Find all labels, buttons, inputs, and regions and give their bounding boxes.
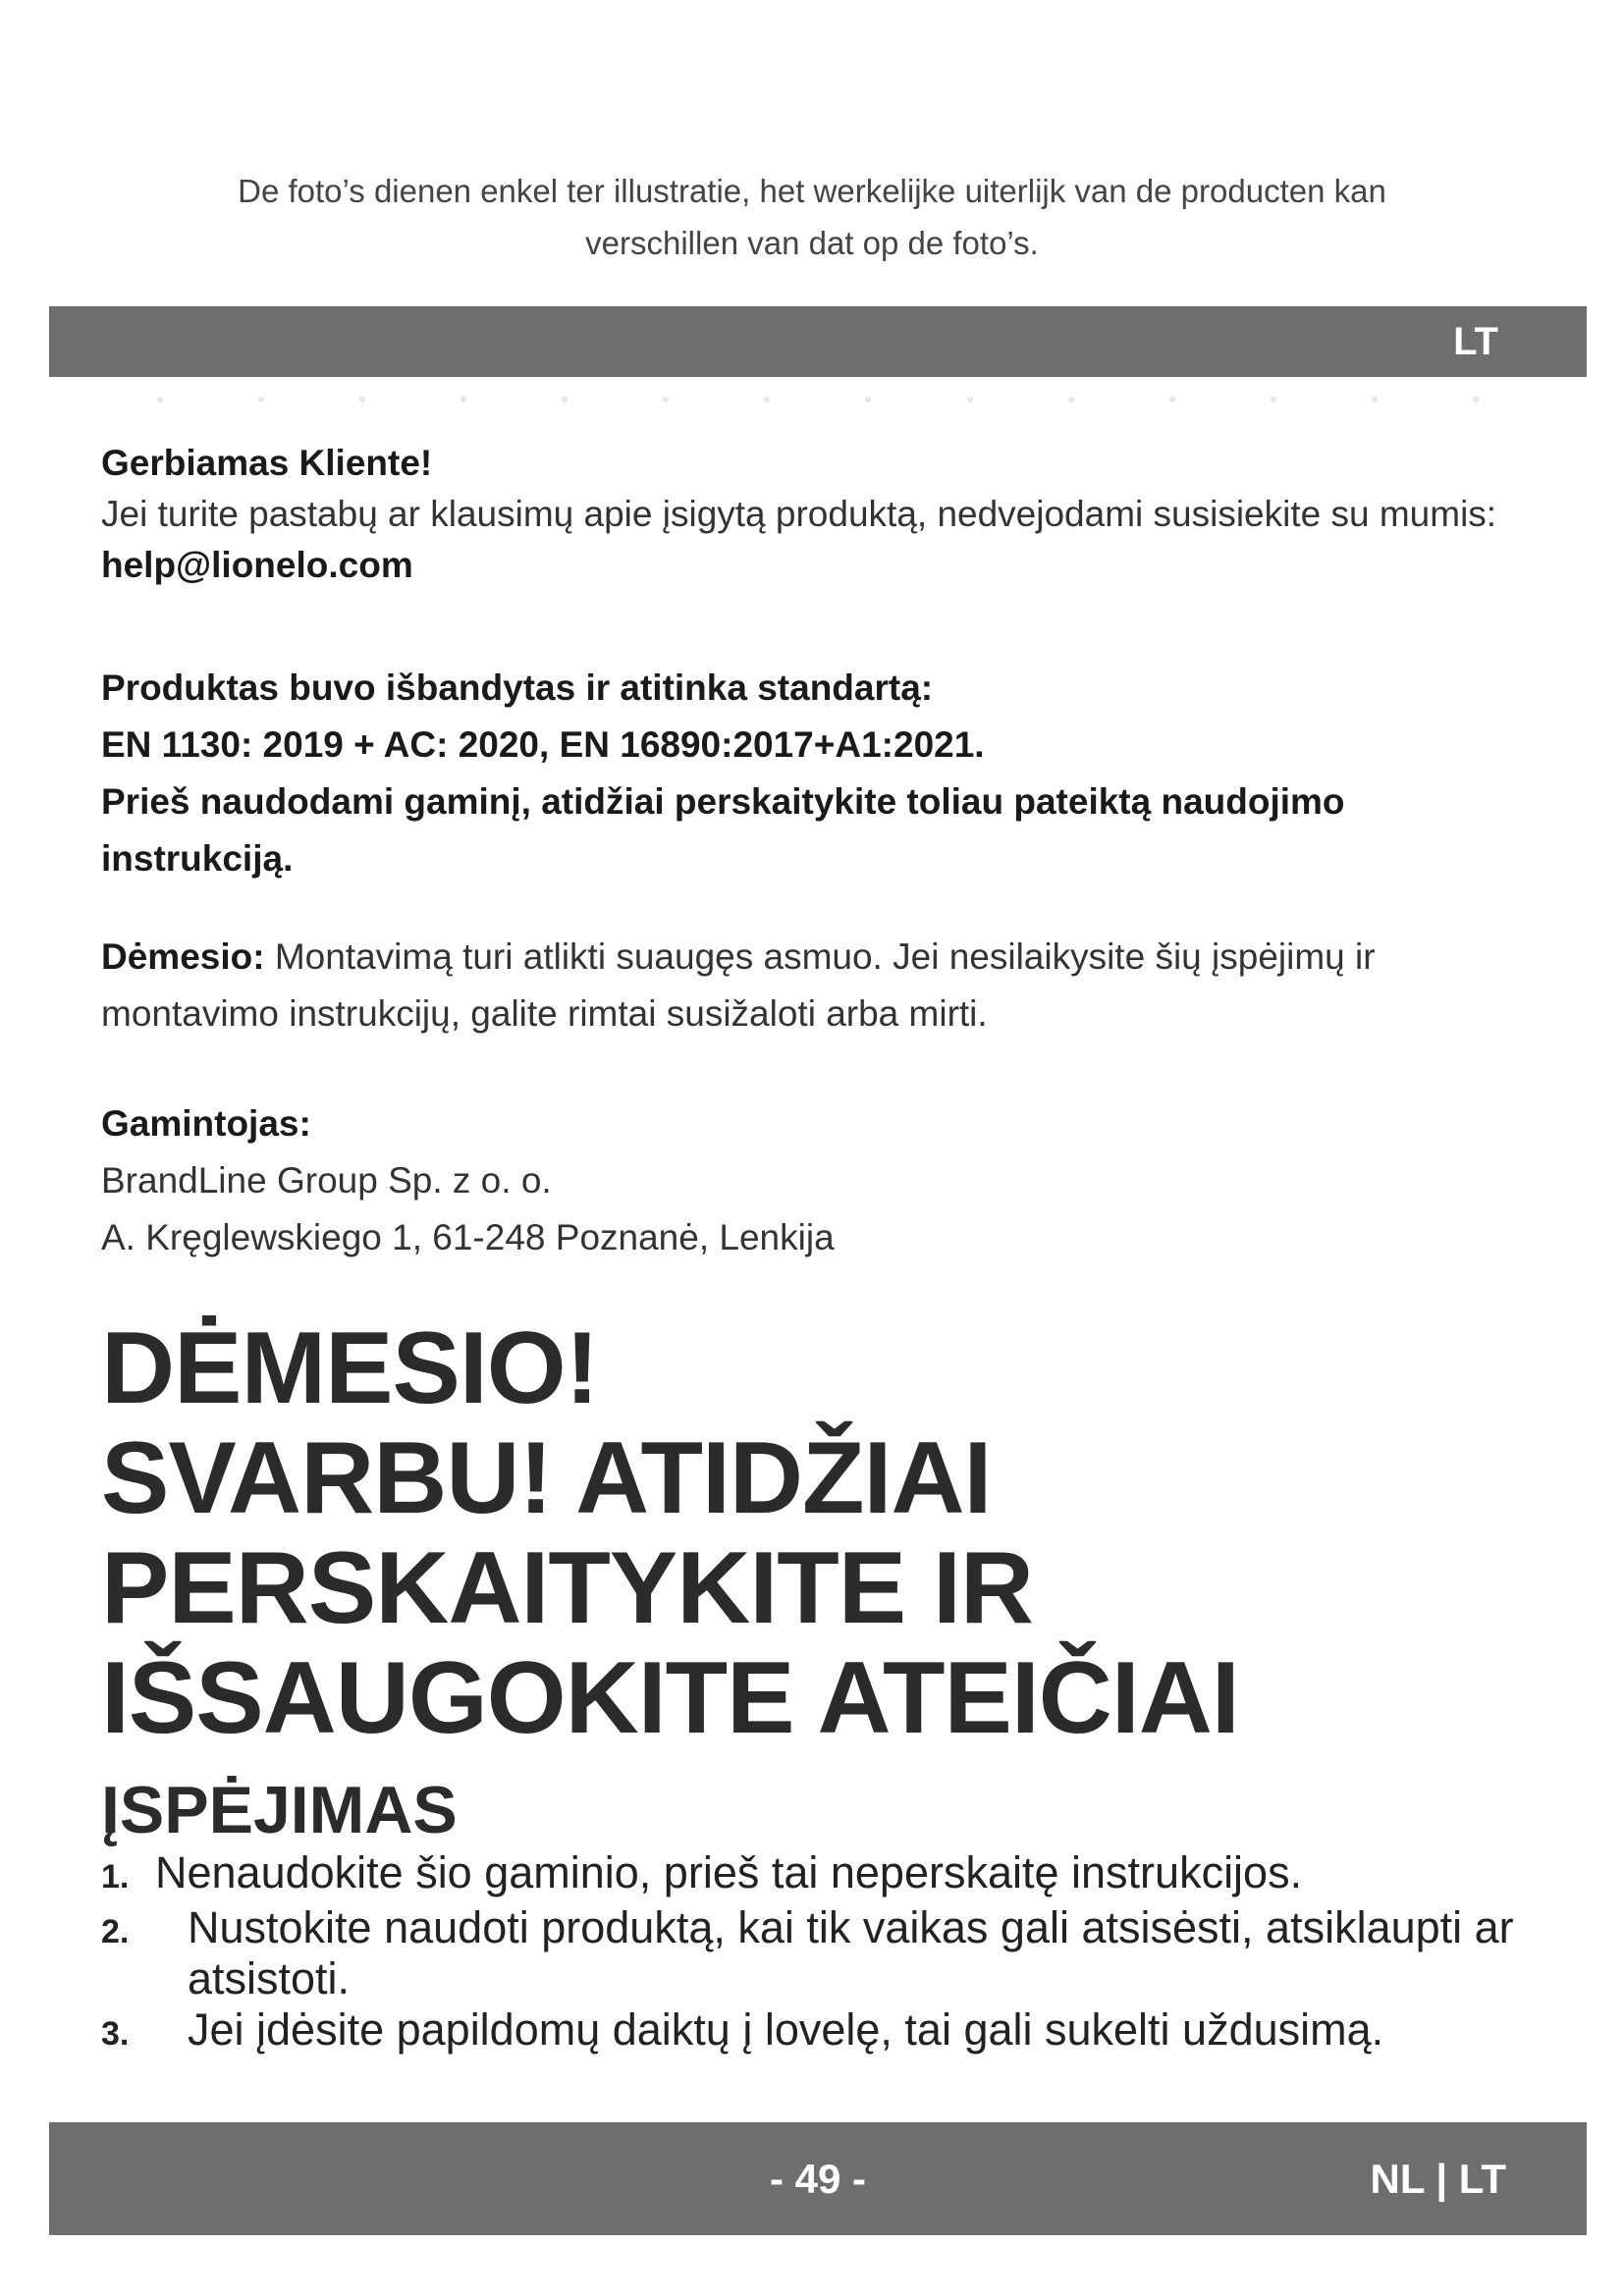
- standards-line-1: Produktas buvo išbandytas ir atitinka standartą:: [101, 667, 934, 708]
- item-text: Nustokite naudoti produktą, kai tik vaikas gali atsisėsti, atsiklaupti ar atsistoti.: [188, 1902, 1514, 2003]
- manufacturer-label: Gamintojas:: [101, 1103, 311, 1144]
- heading-line-3: PERSKAITYKITE IR: [101, 1531, 1033, 1645]
- greeting-title: Gerbiamas Kliente!: [101, 443, 433, 483]
- greeting-body: Jei turite pastabų ar klausimų apie įsigytą produktą, nedvejodami susisiekite su mumis:: [101, 494, 1497, 534]
- attention-text: Montavimą turi atlikti suaugęs asmuo. Jei nesilaikysite šių įspėjimų ir montavimo instrukcijų, galite rimtai susižaloti arba mirti.: [101, 936, 1376, 1034]
- item-number: 1.: [101, 1858, 130, 1896]
- language-code: LT: [1453, 320, 1498, 363]
- list-item: [101, 2004, 1544, 2059]
- heading-line-2: SVARBU! ATIDŽIAI: [101, 1421, 992, 1535]
- photo-disclaimer: [137, 165, 1487, 269]
- item-text: Nenaudokite šio gaminio, prieš tai neperskaitę instrukcijos.: [155, 1847, 1303, 1897]
- support-email[interactable]: help@lionelo.com: [101, 545, 413, 585]
- standards-section: [101, 660, 1535, 887]
- item-text: Jei įdėsite papildomų daiktų į lovelę, tai gali sukelti uždusimą.: [188, 2004, 1384, 2055]
- list-item: [101, 1902, 1544, 2004]
- standards-line-2: EN 1130: 2019 + AC: 2020, EN 16890:2017+A1:2021.: [101, 724, 985, 765]
- footer-languages: NL | LT: [1370, 2156, 1506, 2202]
- heading-line-1: DĖMESIO!: [101, 1311, 599, 1425]
- manufacturer-name: BrandLine Group Sp. z o. o.: [101, 1160, 552, 1201]
- warnings-title: ĮSPĖJIMAS: [101, 1773, 458, 1847]
- standards-line-3: Prieš naudodami gaminį, atidžiai perskaitykite toliau pateiktą naudojimo instrukciją.: [101, 781, 1345, 879]
- item-number: 3.: [101, 2015, 130, 2053]
- dotted-divider: [49, 397, 1587, 402]
- manufacturer-section: [101, 1095, 1535, 1266]
- disclaimer-line-2: verschillen van dat op de foto’s.: [585, 225, 1039, 261]
- language-header-bar: [49, 306, 1587, 377]
- disclaimer-line-1: De foto’s dienen enkel ter illustratie, het werkelijke uiterlijk van de producten kan: [238, 173, 1386, 209]
- attention-label: Dėmesio:: [101, 936, 265, 977]
- attention-paragraph: [101, 929, 1535, 1042]
- manufacturer-address: A. Kręglewskiego 1, 61-248 Poznanė, Lenkija: [101, 1217, 835, 1257]
- heading-line-4: IŠSAUGOKITE ATEIČIAI: [101, 1641, 1239, 1755]
- item-number: 2.: [101, 1913, 130, 1950]
- important-heading: [101, 1313, 1239, 1753]
- greeting-section: [101, 438, 1535, 591]
- page-number: - 49 -: [769, 2156, 867, 2202]
- page-footer: [49, 2122, 1587, 2235]
- attention-section: [101, 929, 1535, 1042]
- greeting-text: [101, 489, 1535, 591]
- warnings-list: [101, 1847, 1544, 2059]
- list-item: [101, 1847, 1544, 1902]
